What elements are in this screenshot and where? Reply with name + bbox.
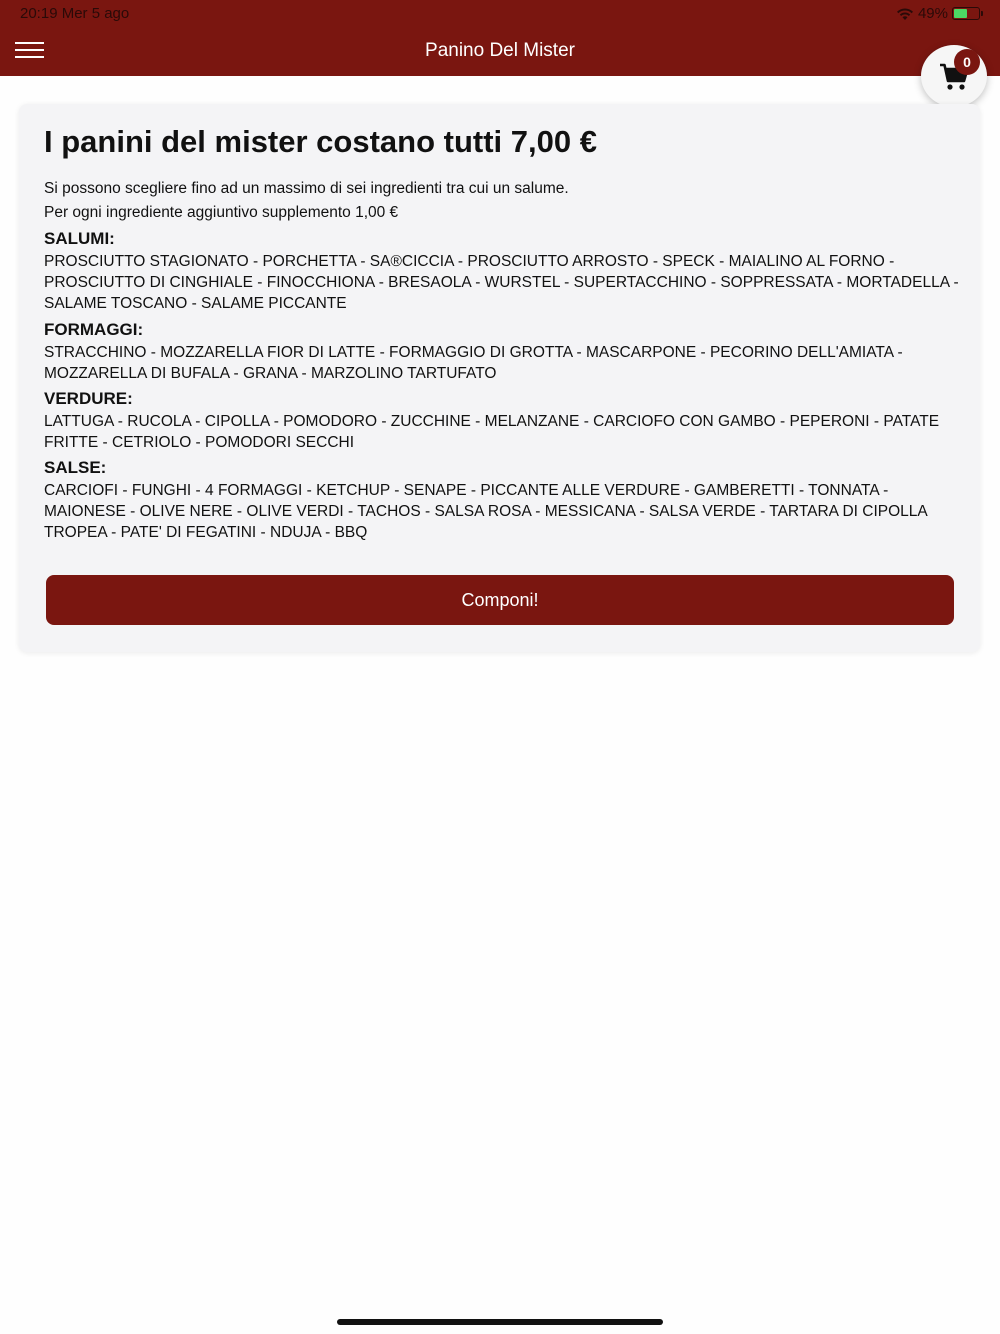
home-indicator (337, 1319, 663, 1325)
section-list-formaggi: STRACCHINO - MOZZARELLA FIOR DI LATTE - FORMAGGIO DI GROTTA - MASCARPONE - PECORINO DELL'AMIATA - MOZZARELLA DI BUFALA - GRANA - MARZOLINO TARTUFATO (44, 344, 903, 382)
section-heading-formaggi: FORMAGGI: (44, 320, 144, 339)
status-indicators (896, 5, 980, 22)
wifi-icon (896, 7, 914, 21)
battery-icon (952, 7, 980, 20)
menu-info-card (19, 104, 980, 652)
compose-button[interactable]: Componi! (46, 575, 954, 625)
battery-level-fill (954, 9, 967, 18)
section-list-verdure: LATTUGA - RUCOLA - CIPOLLA - POMODORO - ZUCCHINE - MELANZANE - CARCIOFO CON GAMBO - PEPERONI - PATATE FRITTE - CETRIOLO - POMODORI SECCHI (44, 413, 940, 451)
cart-button[interactable] (921, 45, 987, 107)
section-heading-salumi: SALUMI: (44, 229, 115, 248)
intro-line: Si possono scegliere fino ad un massimo di sei ingredienti tra cui un salume. (44, 180, 569, 197)
section-list-salse: CARCIOFI - FUNGHI - 4 FORMAGGI - KETCHUP - SENAPE - PICCANTE ALLE VERDURE - GAMBERETTI - TONNATA - MAIONESE - OLIVE NERE - OLIVE VERDI - TACHOS - SALSA ROSA - MESSICANA - SALSA VERDE - TARTARA DI CIPOLLA TROPEA - PATE' DI FEGATINI - NDUJA - BBQ (44, 482, 927, 541)
card-title: I panini del mister costano tutti 7,00 € (44, 124, 597, 159)
section-list-salumi: PROSCIUTTO STAGIONATO - PORCHETTA - SA®CICCIA - PROSCIUTTO ARROSTO - SPECK - MAIALINO AL FORNO - PROSCIUTTO DI CINGHIALE - FINOCCHIONA - BRESAOLA - WURSTEL - SUPERTACCHINO - SOPPRESSATA - MORTADELLA - SALAME TOSCANO - SALAME PICCANTE (44, 253, 959, 312)
app-title: Panino Del Mister (425, 40, 575, 61)
cart-count-badge: 0 (954, 49, 980, 75)
intro-line: Per ogni ingrediente aggiuntivo supplemento 1,00 € (44, 204, 399, 221)
battery-percentage: 49% (917, 5, 948, 22)
section-heading-verdure: VERDURE: (44, 389, 133, 408)
status-time: 20:19 Mer 5 ago (20, 5, 130, 22)
section-heading-salse: SALSE: (44, 458, 107, 477)
top-app-bar (0, 0, 1000, 76)
